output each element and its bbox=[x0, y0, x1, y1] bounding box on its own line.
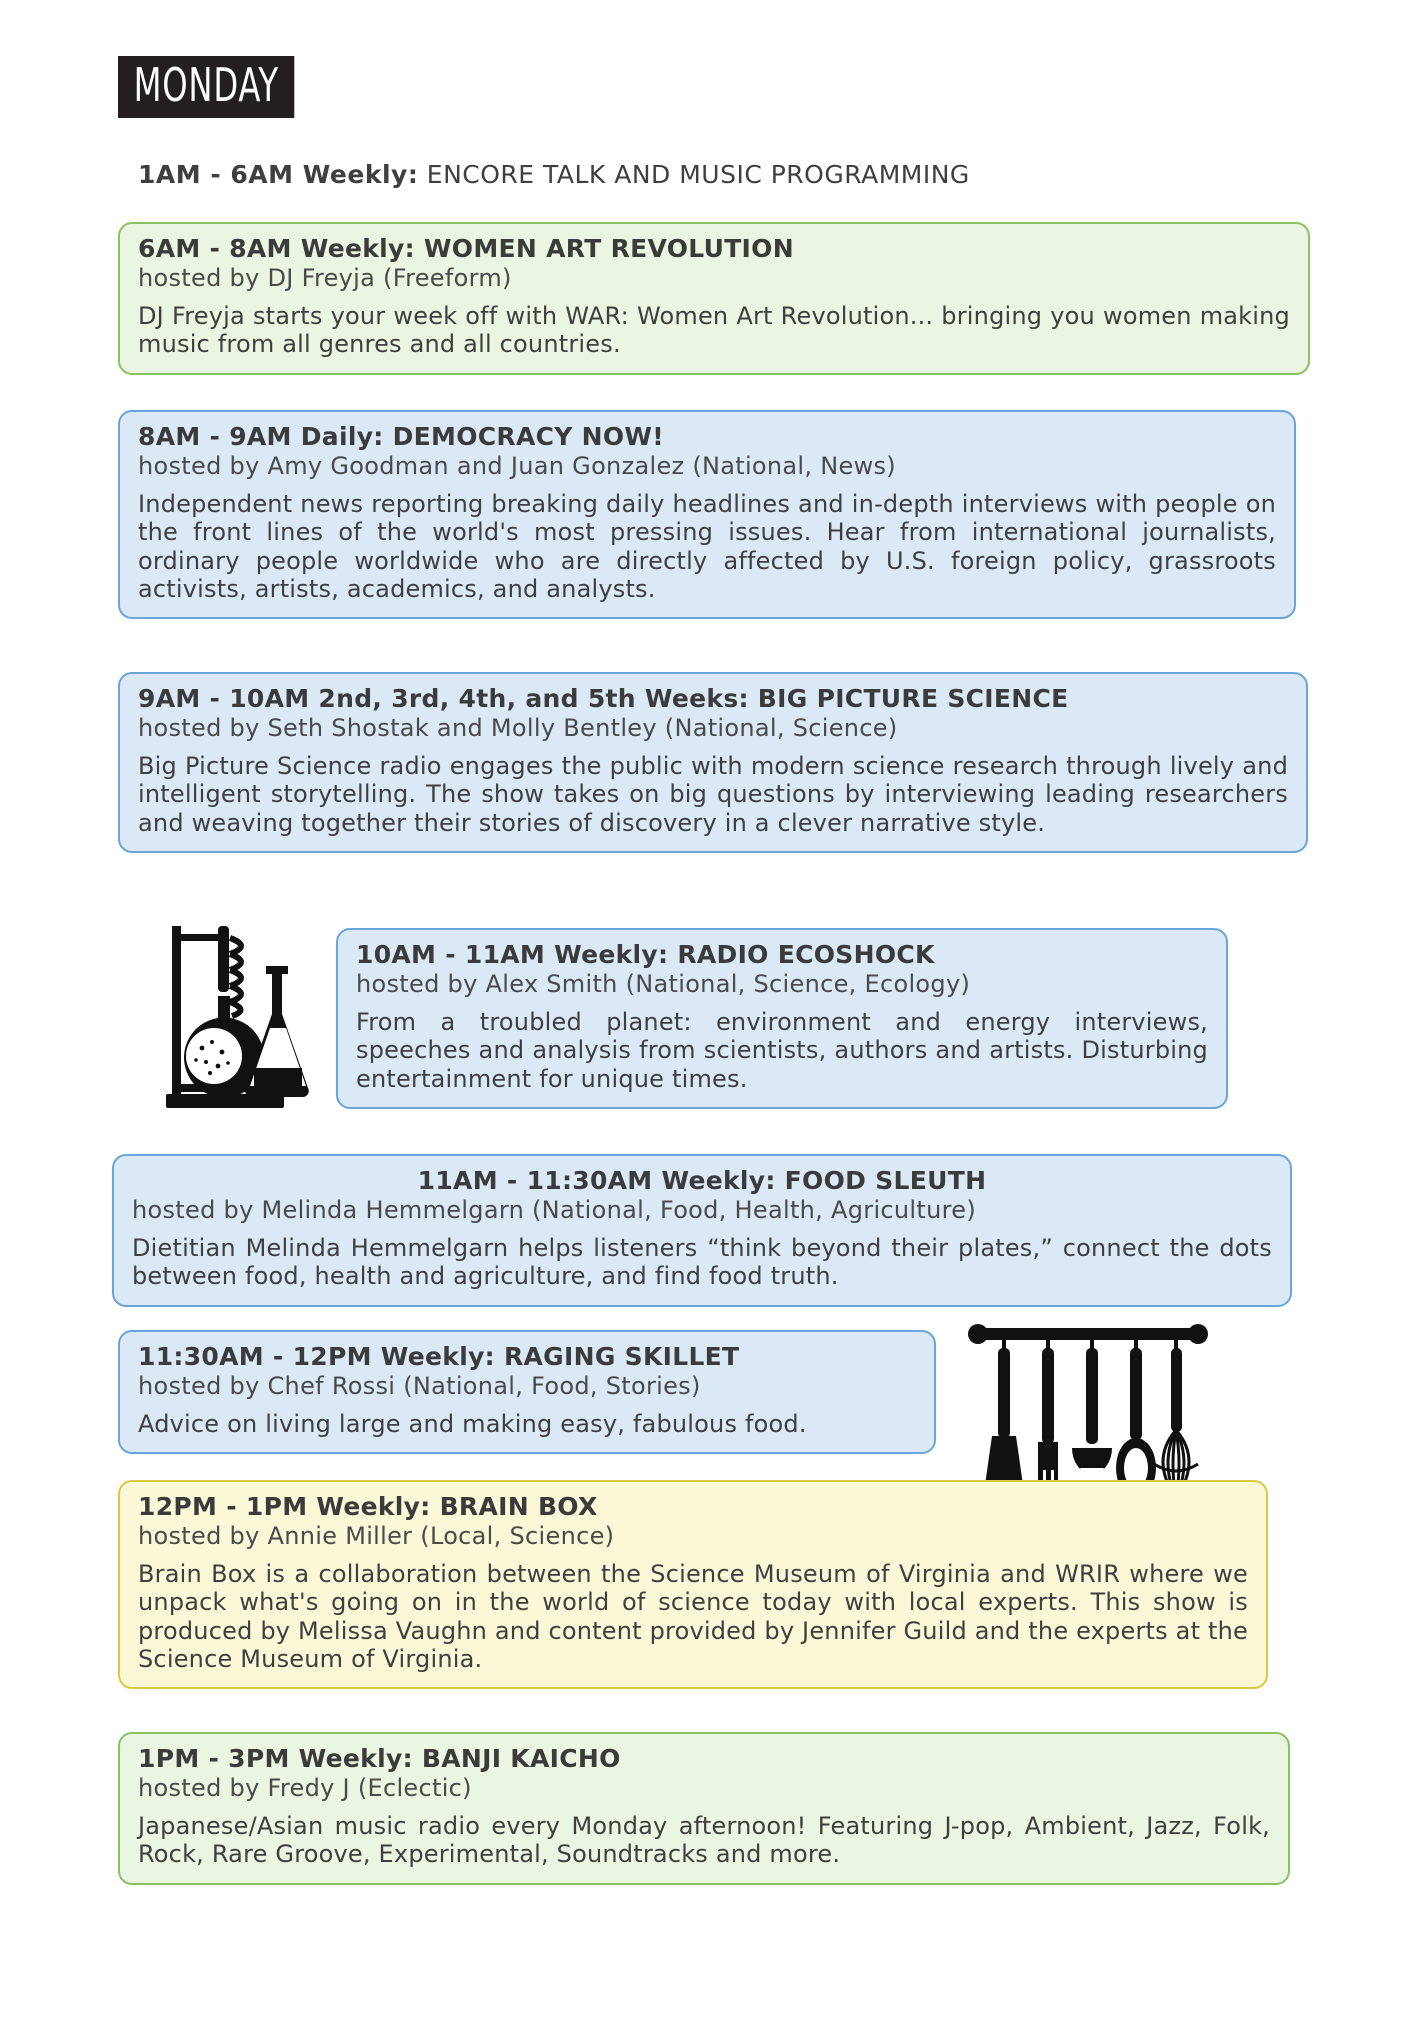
show-name: RADIO ECOSHOCK bbox=[668, 940, 935, 969]
show-card-democracy-now bbox=[118, 410, 1296, 619]
entry-time: 1AM - 6AM Weekly: bbox=[138, 160, 419, 189]
show-title-line bbox=[138, 422, 1276, 451]
show-description: Advice on living large and making easy, fabulous food. bbox=[138, 1410, 807, 1438]
show-host: hosted by Alex Smith (National, Science, Ecology) bbox=[356, 970, 971, 998]
show-time: 6AM - 8AM Weekly: bbox=[138, 234, 415, 263]
show-time: 11AM - 11:30AM Weekly: bbox=[417, 1166, 776, 1195]
schedule-entry-encore bbox=[138, 160, 970, 189]
show-time: 1PM - 3PM Weekly: bbox=[138, 1744, 413, 1773]
entry-name: ENCORE TALK AND MUSIC PROGRAMMING bbox=[418, 160, 970, 189]
show-host: hosted by Fredy J (Eclectic) bbox=[138, 1774, 472, 1802]
show-name: BIG PICTURE SCIENCE bbox=[748, 684, 1069, 713]
show-title-line bbox=[138, 1492, 1248, 1521]
show-name: DEMOCRACY NOW! bbox=[383, 422, 665, 451]
show-name: RAGING SKILLET bbox=[494, 1342, 740, 1371]
show-card-big-picture-science bbox=[118, 672, 1308, 853]
show-time: 12PM - 1PM Weekly: bbox=[138, 1492, 431, 1521]
show-title-line bbox=[138, 1744, 1270, 1773]
show-card-banji-kaicho bbox=[118, 1732, 1290, 1885]
show-title-line bbox=[138, 1342, 916, 1371]
show-host: hosted by Amy Goodman and Juan Gonzalez (National, News) bbox=[138, 452, 896, 480]
show-name: FOOD SLEUTH bbox=[775, 1166, 987, 1195]
show-title-line bbox=[138, 234, 1290, 263]
show-host: hosted by Melinda Hemmelgarn (National, Food, Health, Agriculture) bbox=[132, 1196, 976, 1224]
show-name: WOMEN ART REVOLUTION bbox=[414, 234, 794, 263]
show-title-line bbox=[356, 940, 1208, 969]
show-host: hosted by DJ Freyja (Freeform) bbox=[138, 264, 512, 292]
show-host: hosted by Annie Miller (Local, Science) bbox=[138, 1522, 615, 1550]
show-description: From a troubled planet: environment and energy interviews, speeches and analysis from scientists, authors and artists. Disturbing entertainment for unique times. bbox=[356, 1008, 1208, 1093]
show-description: Japanese/Asian music radio every Monday afternoon! Featuring J-pop, Ambient, Jazz, Folk, Rock, Rare Groove, Experimental, Soundtracks and more. bbox=[138, 1812, 1270, 1869]
show-time: 8AM - 9AM Daily: bbox=[138, 422, 384, 451]
show-description: Independent news reporting breaking daily headlines and in-depth interviews with people on the front lines of the world's most pressing issues. Hear from international journalists, ordinary people worldwide who are directly affected by U.S. foreign policy, grassroots activists, artists, academics, and analysts. bbox=[138, 490, 1276, 603]
show-name: BRAIN BOX bbox=[430, 1492, 598, 1521]
show-host: hosted by Seth Shostak and Molly Bentley (National, Science) bbox=[138, 714, 898, 742]
show-title-line bbox=[138, 684, 1288, 713]
show-time: 10AM - 11AM Weekly: bbox=[356, 940, 669, 969]
show-time: 9AM - 10AM 2nd, 3rd, 4th, and 5th Weeks: bbox=[138, 684, 749, 713]
show-title-line bbox=[132, 1166, 1272, 1195]
show-time: 11:30AM - 12PM Weekly: bbox=[138, 1342, 495, 1371]
show-description: Brain Box is a collaboration between the Science Museum of Virginia and WRIR where we unpack what's going on in the world of science today with local experts. This show is produced by Melissa Vaughn and content provided by Jennifer Guild and the experts at the Science Museum of Virginia. bbox=[138, 1560, 1248, 1673]
show-description: Dietitian Melinda Hemmelgarn helps listeners “think beyond their plates,” connect the dots between food, health and agriculture, and find food truth. bbox=[132, 1234, 1272, 1291]
day-header: MONDAY bbox=[118, 56, 295, 118]
show-card-women-art-revolution bbox=[118, 222, 1310, 375]
show-description: Big Picture Science radio engages the public with modern science research through lively and intelligent storytelling. The show takes on big questions by interviewing leading researchers and weaving together their stories of discovery in a clever narrative style. bbox=[138, 752, 1288, 837]
show-card-radio-ecoshock bbox=[336, 928, 1228, 1109]
show-card-food-sleuth bbox=[112, 1154, 1292, 1307]
laboratory-flasks-illustration bbox=[158, 908, 338, 1118]
show-card-raging-skillet bbox=[118, 1330, 936, 1454]
show-host: hosted by Chef Rossi (National, Food, Stories) bbox=[138, 1372, 701, 1400]
show-card-brain-box bbox=[118, 1480, 1268, 1689]
show-description: DJ Freyja starts your week off with WAR: Women Art Revolution... bringing you women making music from all genres and all countries. bbox=[138, 302, 1290, 359]
show-name: BANJI KAICHO bbox=[412, 1744, 621, 1773]
